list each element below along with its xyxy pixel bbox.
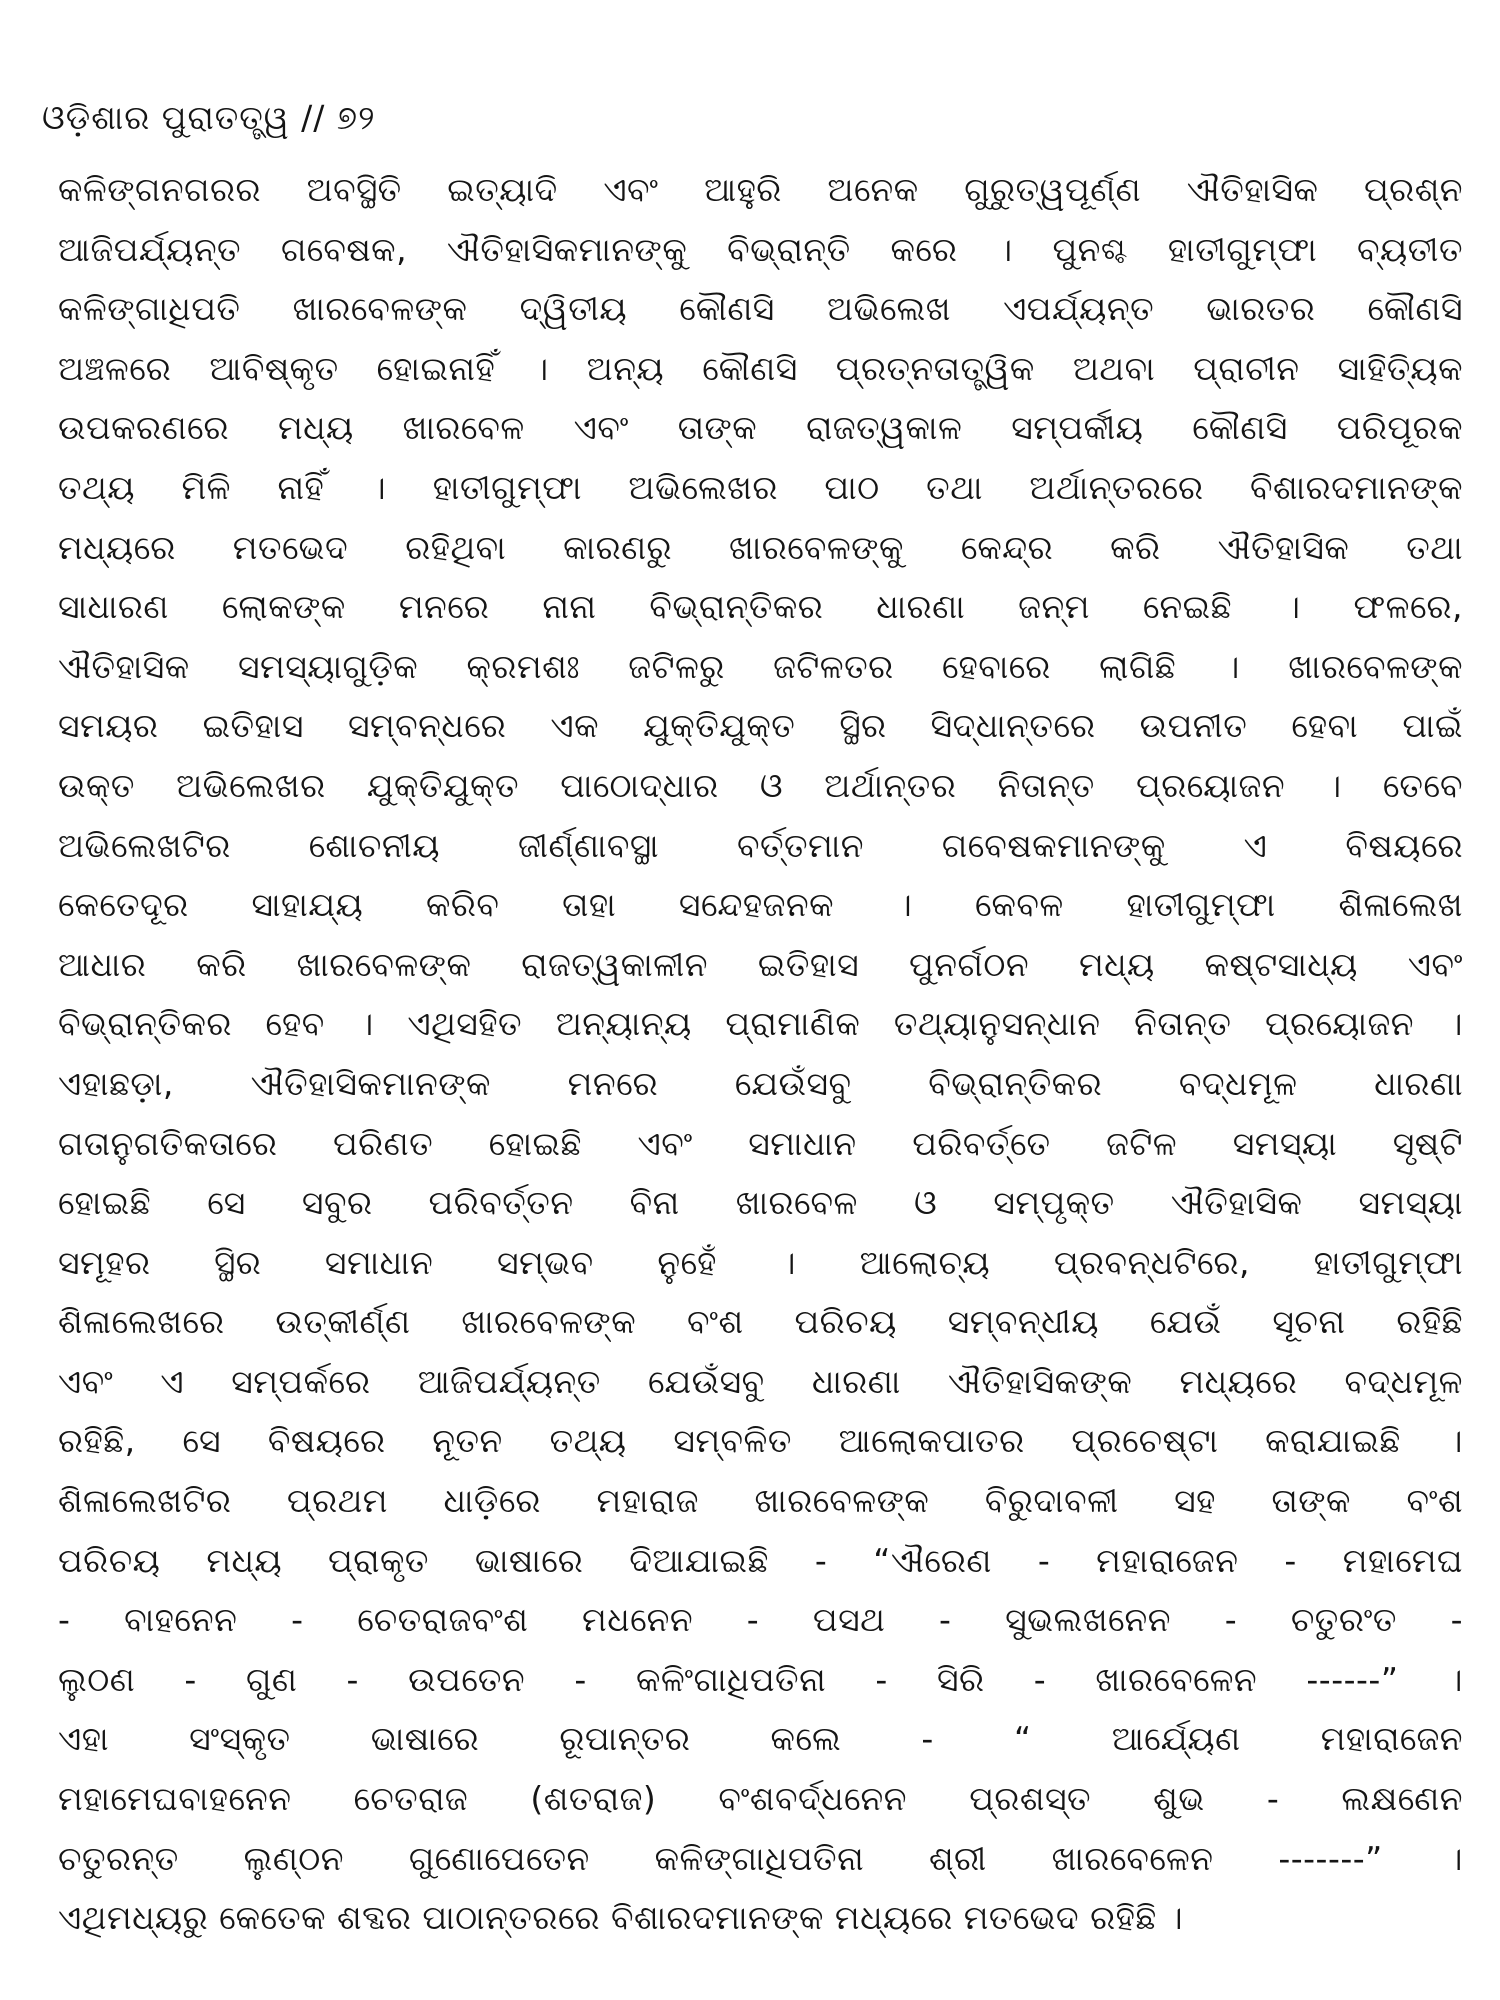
- text-line: କଳିଙ୍ଗନଗରର ଅବସ୍ଥିତି ଇତ୍ୟାଦି ଏବଂ ଆହୁରି ଅନେକ ଗୁରୁତ୍ୱପୂର୍ଣ୍ଣ ଐତିହାସିକ ପ୍ରଶ୍ନ: [58, 170, 1463, 209]
- body-paragraph: [58, 160, 1463, 1948]
- text-line: - ବାହନେନ - ଚେତରାଜବଂଶ ମଧନେନ - ପସଥ - ସୁଭଲଖନେନ - ଚତୁରଂତ -: [58, 1600, 1463, 1640]
- text-line: ପରିଚୟ ମଧ୍ୟ ପ୍ରାକୃତ ଭାଷାରେ ଦିଆଯାଇଛି - “ଐରେଣ - ମହାରାଜେନ - ମହାମେଘ: [58, 1540, 1463, 1580]
- text-line: ଐତିହାସିକ ସମସ୍ୟାଗୁଡ଼ିକ କ୍ରମଶଃ ଜଟିଳରୁ ଜଟିଳତର ହେବାରେ ଲାଗିଛି । ଖାରବେଳଙ୍କ: [58, 646, 1463, 686]
- text-line: ଅଭିଲେଖଟିର ଶୋଚନୀୟ ଜୀର୍ଣ୍ଣାବସ୍ଥା ବର୍ତ୍ତମାନ ଗବେଷକମାନଙ୍କୁ ଏ ବିଷୟରେ: [58, 825, 1463, 865]
- text-line: ହୋଇଛି ସେ ସବୁର ପରିବର୍ତ୍ତନ ବିନା ଖାରବେଳ ଓ ସମ୍ପୃକ୍ତ ଐତିହାସିକ ସମସ୍ୟା: [58, 1183, 1463, 1223]
- text-line: ଅଞ୍ଚଳରେ ଆବିଷ୍କୃତ ହୋଇନାହିଁ । ଅନ୍ୟ କୌଣସି ପ୍ରତ୍ନତାତ୍ତ୍ୱିକ ଅଥବା ପ୍ରାଚୀନ ସାହିତ୍ୟିକ: [58, 348, 1463, 388]
- text-line: ରହିଛି, ସେ ବିଷୟରେ ନୂତନ ତଥ୍ୟ ସମ୍ବଳିତ ଆଲୋକପାତର ପ୍ରଚେଷ୍ଟା କରାଯାଇଛି ।: [58, 1421, 1463, 1461]
- text-line: ଏହା ସଂସ୍କୃତ ଭାଷାରେ ରୂପାନ୍ତର କଲେ - “ ଆର୍ଯ୍ୟେଣ ମହାରାଜେନ: [58, 1719, 1463, 1759]
- text-line: ସମୂହର ସ୍ଥିର ସମାଧାନ ସମ୍ଭବ ନୁହେଁ । ଆଲୋଚ୍ୟ ପ୍ରବନ୍ଧଟିରେ, ହାତୀଗୁମ୍ଫା: [58, 1242, 1463, 1282]
- text-line: ତଥ୍ୟ ମିଳି ନାହିଁ । ହାତୀଗୁମ୍ଫା ଅଭିଲେଖର ପାଠ ତଥା ଅର୍ଥାନ୍ତରରେ ବିଶାରଦମାନଙ୍କ: [58, 467, 1463, 507]
- text-line: ଶିଳାଲେଖଟିର ପ୍ରଥମ ଧାଡ଼ିରେ ମହାରାଜ ଖାରବେଳଙ୍କ ବିରୁଦାବଳୀ ସହ ତାଙ୍କ ବଂଶ: [58, 1481, 1463, 1521]
- text-line: ଆଜିପର୍ଯ୍ୟନ୍ତ ଗବେଷକ, ଐତିହାସିକମାନଙ୍କୁ ବିଭ୍ରାନ୍ତି କରେ । ପୁନଶ୍ଚ ହାତୀଗୁମ୍ଫା ବ୍ୟତୀତ: [58, 229, 1463, 269]
- text-line: ଏଥିମଧ୍ୟରୁ କେତେକ ଶବ୍ଦର ପାଠାନ୍ତରରେ ବିଶାରଦମାନଙ୍କ ମଧ୍ୟରେ ମତଭେଦ ରହିଛି ।: [58, 1898, 1184, 1938]
- text-line: ଉକ୍ତ ଅଭିଲେଖର ଯୁକ୍ତିଯୁକ୍ତ ପାଠୋଦ୍ଧାର ଓ ଅର୍ଥାନ୍ତର ନିତାନ୍ତ ପ୍ରୟୋଜନ । ତେବେ: [58, 765, 1463, 805]
- text-line: ସାଧାରଣ ଲୋକଙ୍କ ମନରେ ନାନା ବିଭ୍ରାନ୍ତିକର ଧାରଣା ଜନ୍ମ ନେଇଛି । ଫଳରେ,: [58, 587, 1463, 627]
- running-header: ଓଡ଼ିଶାର ପୁରାତତ୍ତ୍ୱ // ୭୨: [42, 98, 376, 137]
- text-line: ବିଭ୍ରାନ୍ତିକର ହେବ । ଏଥିସହିତ ଅନ୍ୟାନ୍ୟ ପ୍ରାମାଣିକ ତଥ୍ୟାନୁସନ୍ଧାନ ନିତାନ୍ତ ପ୍ରୟୋଜନ ।: [58, 1004, 1463, 1044]
- text-line: ସମୟର ଇତିହାସ ସମ୍ବନ୍ଧରେ ଏକ ଯୁକ୍ତିଯୁକ୍ତ ସ୍ଥିର ସିଦ୍ଧାନ୍ତରେ ଉପନୀତ ହେବା ପାଇଁ: [58, 706, 1463, 746]
- text-line: ଆଧାର କରି ଖାରବେଳଙ୍କ ରାଜତ୍ୱକାଳୀନ ଇତିହାସ ପୁନର୍ଗଠନ ମଧ୍ୟ କଷ୍ଟସାଧ୍ୟ ଏବଂ: [58, 944, 1463, 984]
- text-line: ଶିଳାଲେଖରେ ଉତ୍କୀର୍ଣ୍ଣ ଖାରବେଳଙ୍କ ବଂଶ ପରିଚୟ ସମ୍ବନ୍ଧୀୟ ଯେଉଁ ସୂଚନା ରହିଛି: [58, 1302, 1463, 1342]
- text-line: ଲୁଠଣ - ଗୁଣ - ଉପତେନ - କଳିଂଗାଧିପତିନା - ସିରି - ଖାରବେଳେନ ------” ।: [58, 1659, 1463, 1699]
- text-line: କେତେଦୂର ସାହାଯ୍ୟ କରିବ ତାହା ସନ୍ଦେହଜନକ । କେବଳ ହାତୀଗୁମ୍ଫା ଶିଳାଲେଖ: [58, 885, 1463, 925]
- text-line: ଗତାନୁଗତିକତାରେ ପରିଣତ ହୋଇଛି ଏବଂ ସମାଧାନ ପରିବର୍ତ୍ତେ ଜଟିଳ ସମସ୍ୟା ସୃଷ୍ଟି: [58, 1123, 1463, 1163]
- text-line: ଏହାଛଡ଼ା, ଐତିହାସିକମାନଙ୍କ ମନରେ ଯେଉଁସବୁ ବିଭ୍ରାନ୍ତିକର ବଦ୍ଧମୂଳ ଧାରଣା: [58, 1063, 1463, 1103]
- text-line: ମହାମେଘବାହନେନ ଚେତରାଜ (ଶତରାଜ) ବଂଶବର୍ଦ୍ଧନେନ ପ୍ରଶସ୍ତ ଶୁଭ - ଲକ୍ଷଣେନ: [58, 1779, 1463, 1819]
- text-line: ମଧ୍ୟରେ ମତଭେଦ ରହିଥିବା କାରଣରୁ ଖାରବେଳଙ୍କୁ କେନ୍ଦ୍ର କରି ଐତିହାସିକ ତଥା: [58, 527, 1463, 567]
- text-line: କଳିଙ୍ଗାଧିପତି ଖାରବେଳଙ୍କ ଦ୍ୱିତୀୟ କୌଣସି ଅଭିଲେଖ ଏପର୍ଯ୍ୟନ୍ତ ଭାରତର କୌଣସି: [58, 289, 1463, 329]
- text-line: ଚତୁରନ୍ତ ଲୁଣ୍ଠନ ଗୁଣୋପେତେନ କଳିଙ୍ଗାଧିପତିନା ଶ୍ରୀ ଖାରବେଳେନ -------” ।: [58, 1838, 1463, 1878]
- text-line: ଏବଂ ଏ ସମ୍ପର୍କରେ ଆଜିପର୍ଯ୍ୟନ୍ତ ଯେଉଁସବୁ ଧାରଣା ଐତିହାସିକଙ୍କ ମଧ୍ୟରେ ବଦ୍ଧମୂଳ: [58, 1361, 1463, 1401]
- text-line: ଉପକରଣରେ ମଧ୍ୟ ଖାରବେଳ ଏବଂ ତାଙ୍କ ରାଜତ୍ୱକାଳ ସମ୍ପର୍କୀୟ କୌଣସି ପରିପୂରକ: [58, 408, 1463, 448]
